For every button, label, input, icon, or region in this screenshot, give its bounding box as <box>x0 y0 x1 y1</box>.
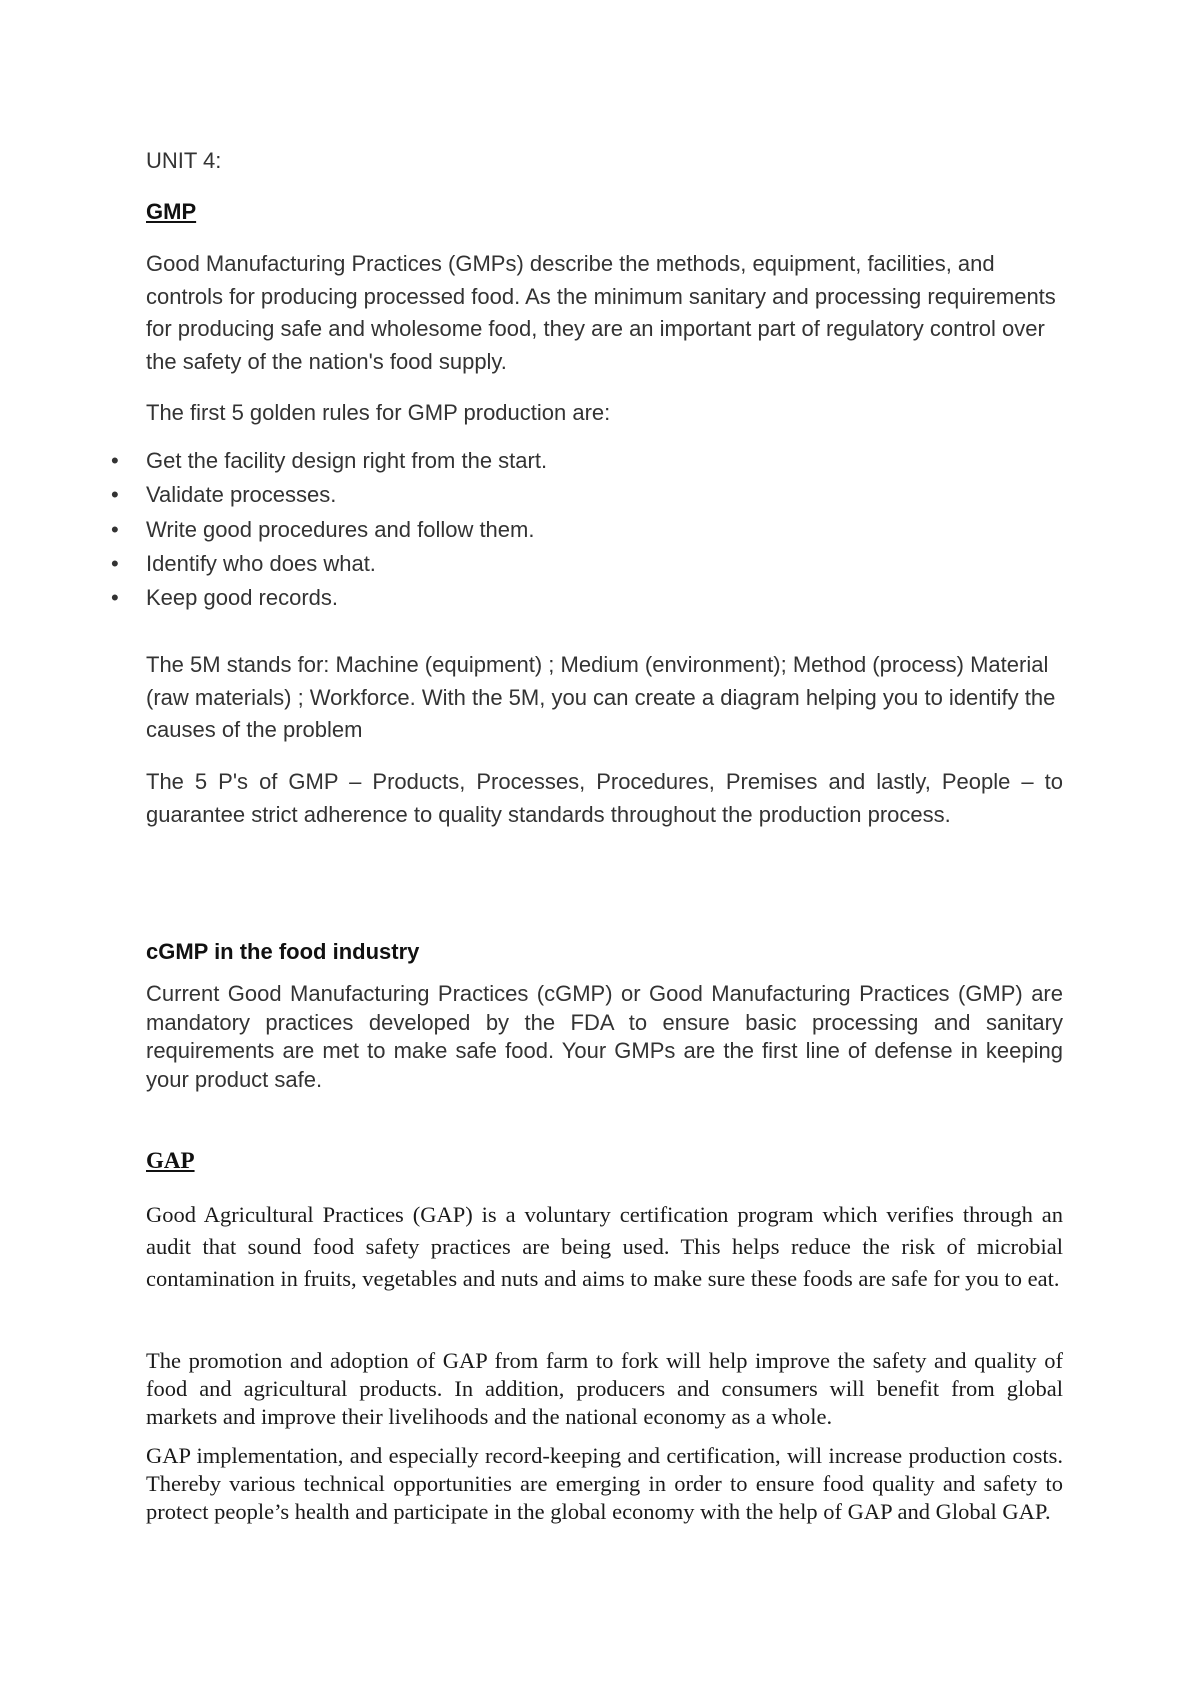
list-item <box>111 581 1063 615</box>
list-item-text: Validate processes. <box>146 482 337 508</box>
bullet-icon: • <box>111 482 119 508</box>
bullet-icon: • <box>111 448 119 473</box>
cgmp-paragraph: Current Good Manufacturing Practices (cGMP) or Good Manufacturing Practices (GMP) are mandatory practices developed by the FDA to ensure basic processing and sanitary requirements are met to make safe food. Your GMPs are the first line of defense in keeping your product safe. <box>146 981 1063 1092</box>
unit-label: UNIT 4: <box>146 148 222 173</box>
list-item-text: Write good procedures and follow them. <box>146 516 535 542</box>
list-item-text: Identify who does what. <box>146 550 376 576</box>
gap-paragraph-2: The promotion and adoption of GAP from farm to fork will help improve the safety and quality of food and agricultural products. In addition, producers and consumers will benefit from global markets and improve their livelihoods and the national economy as a whole. <box>146 1348 1063 1429</box>
list-item <box>111 547 1063 581</box>
bullet-icon: • <box>111 516 119 542</box>
gap-heading: GAP <box>146 1148 195 1173</box>
gap-paragraph-1: Good Agricultural Practices (GAP) is a voluntary certification program which verifies through an audit that sound food safety practices are being used. This helps reduce the risk of microbial contamination in fruits, vegetables and nuts and aims to make sure these foods are safe for you to eat. <box>146 1202 1063 1292</box>
list-item <box>111 513 1063 547</box>
rules-intro: The first 5 golden rules for GMP production are: <box>146 400 611 425</box>
gmp-heading: GMP <box>146 199 197 224</box>
golden-rules-list <box>111 444 1063 615</box>
five-p-paragraph: The 5 P's of GMP – Products, Processes, Procedures, Premises and lastly, People – to guarantee strict adherence to quality standards throughout the production process. <box>146 769 1063 827</box>
list-item <box>111 478 1063 512</box>
list-item <box>111 444 1063 478</box>
five-m-paragraph: The 5M stands for: Machine (equipment) ; Medium (environment); Method (process) Material (raw materials) ; Workforce. With the 5M, you can create a diagram helping you to identify the causes of the problem <box>146 652 1056 743</box>
list-item-text: Get the facility design right from the start. <box>146 448 548 473</box>
list-item-text: Keep good records. <box>146 585 339 611</box>
bullet-icon: • <box>111 550 119 576</box>
gap-paragraph-3: GAP implementation, and especially record-keeping and certification, will increase production costs. Thereby various technical opportunities are emerging in order to ensure food quality and safety to protect people’s health and participate in the global economy with the help of GAP and Global GAP. <box>146 1443 1063 1524</box>
cgmp-heading: cGMP in the food industry <box>146 939 420 964</box>
gmp-paragraph: Good Manufacturing Practices (GMPs) describe the methods, equipment, facilities, and controls for producing processed food. As the minimum sanitary and processing requirements for producing safe and wholesome food, they are an important part of regulatory control over the safety of the nation's food supply. <box>146 251 1056 374</box>
bullet-icon: • <box>111 585 119 611</box>
